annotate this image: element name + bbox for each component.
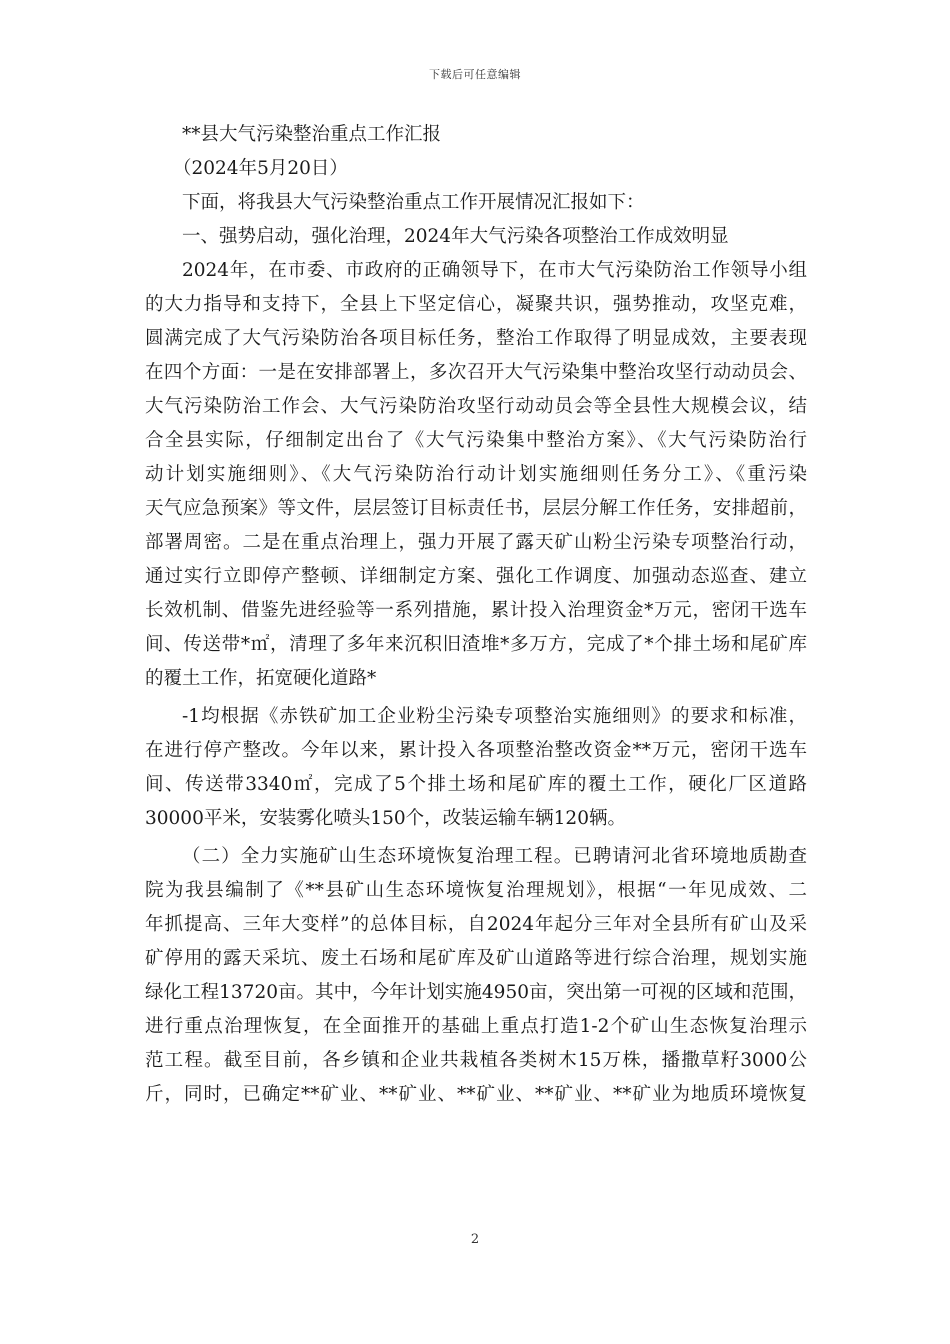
paragraph-line: 通过实行立即停产整顿、详细制定方案、强化工作调度、加强动态巡查、建立 (145, 566, 807, 587)
paragraph-1 (145, 254, 807, 696)
paragraph-line: 的覆土工作，拓宽硬化道路* (145, 668, 377, 689)
paragraph-line: 间、传送带3340㎡，完成了5个排土场和尾矿库的覆土工作，硬化厂区道路 (145, 774, 807, 795)
page-header: 下载后可任意编辑 (429, 68, 521, 81)
paragraph-line: 动计划实施细则》、《大气污染防治行动计划实施细则任务分工》、《重污染 (145, 464, 807, 485)
document-title: **县大气污染整治重点工作汇报 (182, 124, 442, 145)
paragraph-line: 在四个方面：一是在安排部署上，多次召开大气污染集中整治攻坚行动动员会、 (145, 362, 807, 383)
paragraph-line: 院为我县编制了《**县矿山生态环境恢复治理规划》，根据“一年见成效、二 (145, 880, 807, 901)
section-heading: 一、强势启动，强化治理，2024年大气污染各项整治工作成效明显 (182, 226, 729, 247)
paragraph-line: -1均根据《赤铁矿加工企业粉尘污染专项整治实施细则》的要求和标准， (182, 706, 807, 727)
paragraph-3 (145, 840, 807, 1112)
document-date: （2024年5月20日） (173, 158, 348, 179)
paragraph-line: 30000平米，安装雾化喷头150个，改装运输车辆120辆。 (145, 808, 626, 829)
paragraph-line: 范工程。截至目前，各乡镇和企业共栽植各类树木15万株，播撒草籽3000公 (145, 1050, 807, 1071)
paragraph-line: 绿化工程13720亩。其中，今年计划实施4950亩，突出第一可视的区域和范围， (145, 982, 807, 1003)
paragraph-line: 的大力指导和支持下，全县上下坚定信心，凝聚共识，强势推动，攻坚克难， (145, 294, 807, 315)
document-body (145, 118, 807, 1112)
paragraph-line: 间、传送带*㎡，清理了多年来沉积旧渣堆*多万方，完成了*个排土场和尾矿库 (145, 634, 807, 655)
paragraph-line: 年抓提高、三年大变样”的总体目标，自2024年起分三年对全县所有矿山及采 (145, 914, 807, 935)
paragraph-2 (145, 700, 807, 836)
paragraph-line: 2024年，在市委、市政府的正确领导下，在市大气污染防治工作领导小组 (182, 260, 807, 281)
paragraph-line: 部署周密。二是在重点治理上，强力开展了露天矿山粉尘污染专项整治行动， (145, 532, 807, 553)
page-number: 2 (470, 1232, 480, 1247)
intro-paragraph: 下面，将我县大气污染整治重点工作开展情况汇报如下： (182, 192, 645, 213)
paragraph-line: 矿停用的露天采坑、废土石场和尾矿库及矿山道路等进行综合治理，规划实施 (145, 948, 807, 969)
paragraph-line: 在进行停产整改。今年以来，累计投入各项整治整改资金**万元，密闭干选车 (145, 740, 807, 761)
paragraph-line: （二）全力实施矿山生态环境恢复治理工程。已聘请河北省环境地质勘查 (182, 846, 807, 867)
paragraph-line: 长效机制、借鉴先进经验等一系列措施，累计投入治理资金*万元，密闭干选车 (145, 600, 807, 621)
paragraph-line: 合全县实际，仔细制定出台了《大气污染集中整治方案》、《大气污染防治行 (145, 430, 807, 451)
paragraph-line: 圆满完成了大气污染防治各项目标任务，整治工作取得了明显成效，主要表现 (145, 328, 807, 349)
paragraph-line: 斤，同时，已确定**矿业、**矿业、**矿业、**矿业、**矿业为地质环境恢复 (145, 1084, 807, 1105)
paragraph-line: 进行重点治理恢复，在全面推开的基础上重点打造1-2个矿山生态恢复治理示 (145, 1016, 807, 1037)
paragraph-line: 大气污染防治工作会、大气污染防治攻坚行动动员会等全县性大规模会议，结 (145, 396, 807, 417)
paragraph-line: 天气应急预案》等文件，层层签订目标责任书，层层分解工作任务，安排超前， (145, 498, 807, 519)
